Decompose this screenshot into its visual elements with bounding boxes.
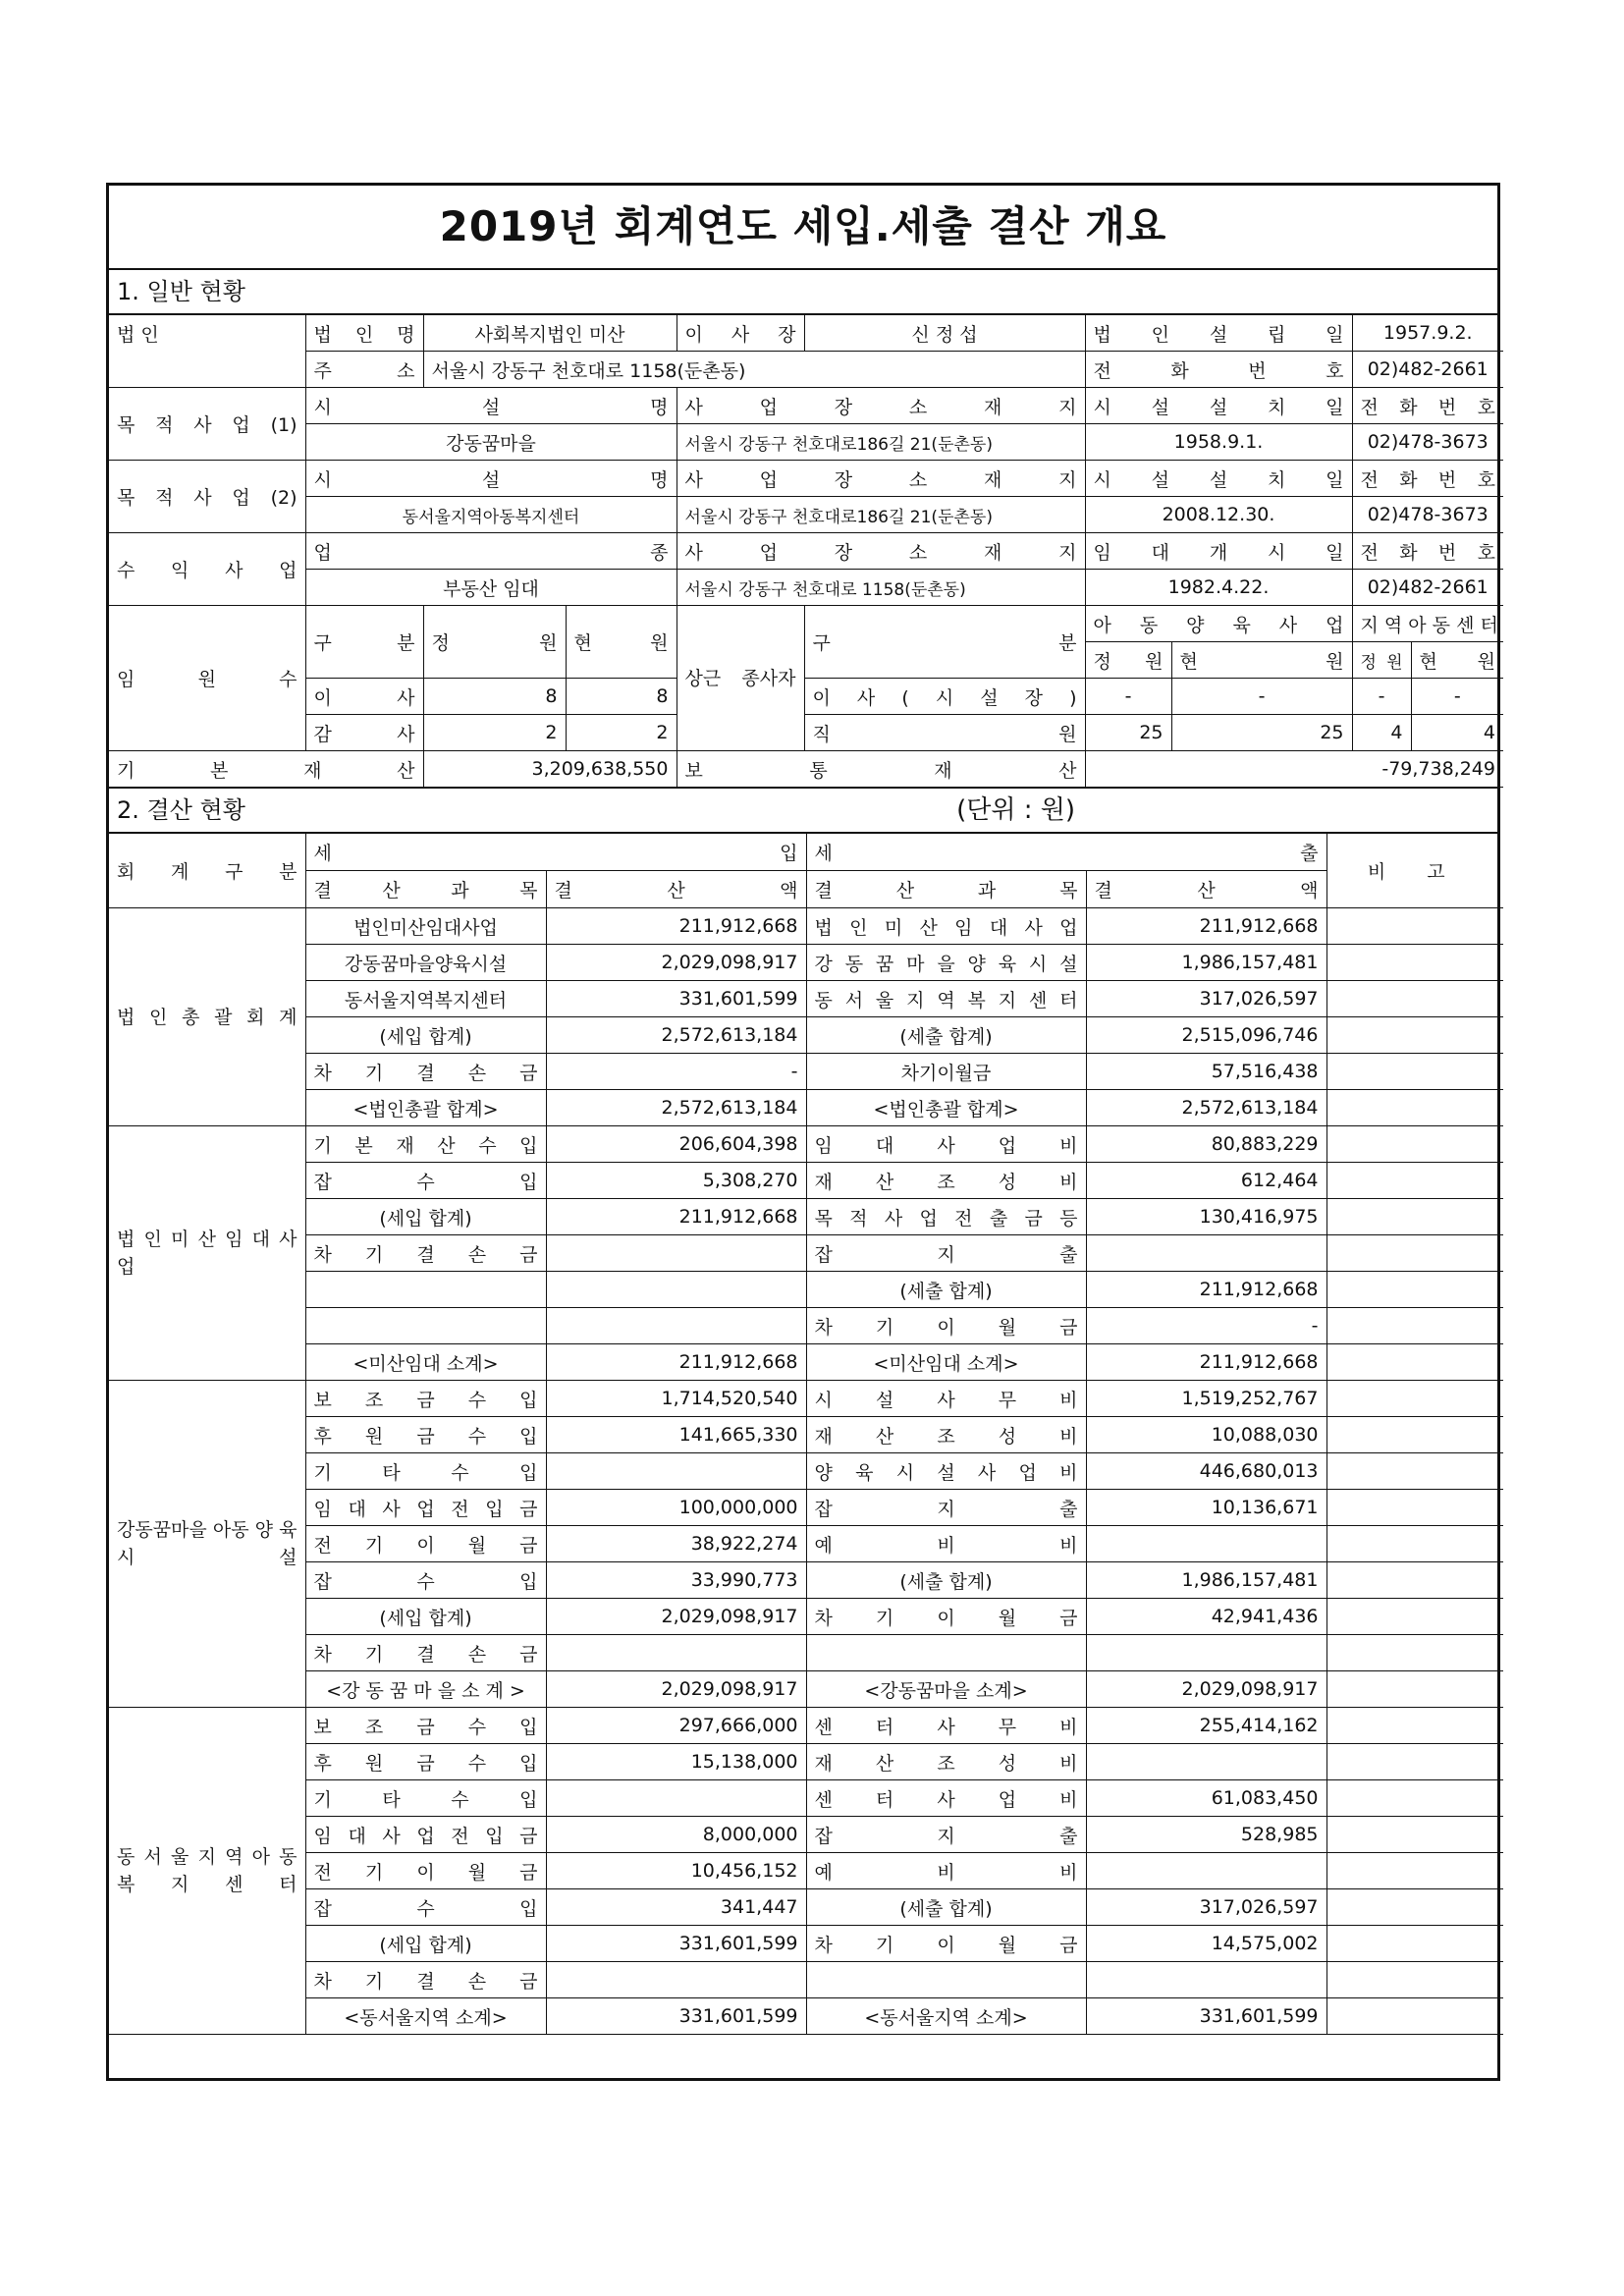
basic-asset-value: 3,209,638,550	[423, 751, 677, 788]
note-cell	[1326, 1817, 1503, 1853]
expense-amount: 10,136,671	[1086, 1490, 1326, 1526]
expense-item	[806, 1962, 1086, 1998]
table-row	[109, 1635, 1503, 1671]
revenue-amount: 100,000,000	[546, 1490, 806, 1526]
purpose2-facility: 동서울지역아동복지센터	[305, 497, 677, 533]
profit-tel: 02)482-2661	[1352, 570, 1503, 606]
revenue-item: (세입 합계)	[305, 1199, 546, 1235]
table-row	[109, 1853, 1503, 1889]
table-row	[109, 1926, 1503, 1962]
profit-site-label: 사 업 장 소 재 지	[677, 533, 1085, 570]
note-cell	[1326, 1163, 1503, 1199]
expense-item: 시 설 사 무 비	[806, 1381, 1086, 1417]
revenue-amount: 211,912,668	[546, 1199, 806, 1235]
note-cell	[1326, 1671, 1503, 1708]
expense-amount: 317,026,597	[1086, 981, 1326, 1017]
revenue-amount	[546, 1272, 806, 1308]
profit-label: 수 익 사 업	[109, 533, 305, 606]
officers-current-label: 현 원	[566, 606, 677, 679]
corp-address: 서울시 강동구 천호대로 1158(둔촌동)	[423, 352, 1085, 388]
note-cell	[1326, 1708, 1503, 1744]
expense-amount	[1086, 1635, 1326, 1671]
note-cell	[1326, 1853, 1503, 1889]
revenue-amount: 1,714,520,540	[546, 1381, 806, 1417]
note-cell	[1326, 1599, 1503, 1635]
revenue-amount: 2,029,098,917	[546, 945, 806, 981]
revenue-amount: 2,029,098,917	[546, 1599, 806, 1635]
expense-amount-header: 결 산 액	[1086, 871, 1326, 908]
revenue-amount: 2,572,613,184	[546, 1017, 806, 1054]
revenue-amount: 211,912,668	[546, 1344, 806, 1381]
purpose2-tel: 02)478-3673	[1352, 497, 1503, 533]
table-row	[109, 1017, 1503, 1054]
staff-row-q1: 25	[1085, 715, 1171, 751]
table-row	[109, 1744, 1503, 1780]
corp-tel-label: 전 화 번 호	[1085, 352, 1352, 388]
note-cell	[1326, 1744, 1503, 1780]
document-sheet	[106, 183, 1500, 2081]
note-cell	[1326, 1562, 1503, 1599]
revenue-amount: 141,665,330	[546, 1417, 806, 1453]
note-cell	[1326, 1126, 1503, 1163]
revenue-header: 세 입	[305, 834, 806, 871]
purpose1-date-label: 시 설 설 치 일	[1085, 388, 1352, 424]
normal-asset-value: -79,738,249	[1085, 751, 1503, 788]
expense-amount: 528,985	[1086, 1817, 1326, 1853]
staff-div-label: 구 분	[804, 606, 1085, 679]
purpose2-facility-label: 시 설 명	[305, 461, 677, 497]
profit-date-label: 임 대 개 시 일	[1085, 533, 1352, 570]
corp-name: 사회복지법인 미산	[423, 315, 677, 352]
expense-amount: 1,986,157,481	[1086, 945, 1326, 981]
note-cell	[1326, 1272, 1503, 1308]
profit-date: 1982.4.22.	[1085, 570, 1352, 606]
purpose1-tel-label: 전 화 번 호	[1352, 388, 1503, 424]
revenue-item: 임 대 사 업 전 입 금	[305, 1817, 546, 1853]
table-row	[109, 1490, 1503, 1526]
account-group-label: 법 인 총 괄 회 계	[109, 908, 305, 1126]
expense-amount	[1086, 1526, 1326, 1562]
table-row	[109, 1453, 1503, 1490]
revenue-amount	[546, 1962, 806, 1998]
expense-header: 세 출	[806, 834, 1326, 871]
note-cell	[1326, 981, 1503, 1017]
expense-amount: 2,515,096,746	[1086, 1017, 1326, 1054]
est-date: 1957.9.2.	[1352, 315, 1503, 352]
officers-div-label: 구 분	[305, 606, 423, 679]
expense-item: 임 대 사 업 비	[806, 1126, 1086, 1163]
expense-item: 동 서 울 지 역 복 지 센 터	[806, 981, 1086, 1017]
revenue-amount	[546, 1235, 806, 1272]
revenue-amount: 341,447	[546, 1889, 806, 1926]
settlement-table	[109, 834, 1503, 2035]
revenue-item: 기 본 재 산 수 입	[305, 1126, 546, 1163]
table-row	[109, 1671, 1503, 1708]
chair-label: 이 사 장	[677, 315, 804, 352]
note-cell	[1326, 1417, 1503, 1453]
expense-item	[806, 1635, 1086, 1671]
section1-heading: 1. 일반 현황	[109, 270, 1497, 315]
staff-row-c2: 4	[1411, 715, 1503, 751]
expense-item: 재 산 조 성 비	[806, 1163, 1086, 1199]
expense-amount: 612,464	[1086, 1163, 1326, 1199]
table-row	[109, 1381, 1503, 1417]
revenue-amount: 5,308,270	[546, 1163, 806, 1199]
note-cell	[1326, 1526, 1503, 1562]
revenue-item: 법인미산임대사업	[305, 908, 546, 945]
table-row	[109, 1308, 1503, 1344]
staff-q2-label: 정 원	[1352, 642, 1411, 679]
revenue-amount	[546, 1635, 806, 1671]
expense-item: 차 기 이 월 금	[806, 1599, 1086, 1635]
staff-row-q1: -	[1085, 679, 1171, 715]
corp-label: 법 인	[109, 315, 305, 388]
purpose2-tel-label: 전 화 번 호	[1352, 461, 1503, 497]
expense-amount: 211,912,668	[1086, 1272, 1326, 1308]
page-title: 2019년 회계연도 세입.세출 결산 개요	[109, 186, 1497, 270]
revenue-item: <법인총괄 합계>	[305, 1090, 546, 1126]
revenue-item: (세입 합계)	[305, 1017, 546, 1054]
table-row	[109, 1272, 1503, 1308]
revenue-amount	[546, 1308, 806, 1344]
expense-item: <법인총괄 합계>	[806, 1090, 1086, 1126]
revenue-amount: 297,666,000	[546, 1708, 806, 1744]
revenue-amount: 8,000,000	[546, 1817, 806, 1853]
corp-name-label: 법 인 명	[305, 315, 423, 352]
officer-row-current: 8	[566, 679, 677, 715]
account-header: 회 계 구 분	[109, 834, 305, 908]
expense-item: 법 인 미 산 임 대 사 업	[806, 908, 1086, 945]
expense-amount: 1,986,157,481	[1086, 1562, 1326, 1599]
expense-item: 잡 지 출	[806, 1490, 1086, 1526]
expense-amount: 61,083,450	[1086, 1780, 1326, 1817]
note-cell	[1326, 1926, 1503, 1962]
revenue-item: <미산임대 소계>	[305, 1344, 546, 1381]
section2-heading	[109, 788, 1497, 834]
revenue-item	[305, 1272, 546, 1308]
expense-item: 잡 지 출	[806, 1817, 1086, 1853]
revenue-amount	[546, 1453, 806, 1490]
expense-amount: 57,516,438	[1086, 1054, 1326, 1090]
table-row	[109, 1344, 1503, 1381]
table-row	[109, 1962, 1503, 1998]
table-row	[109, 1817, 1503, 1853]
expense-item: (세출 합계)	[806, 1562, 1086, 1599]
revenue-item: 차 기 결 손 금	[305, 1235, 546, 1272]
expense-amount	[1086, 1962, 1326, 1998]
revenue-amount-header: 결 산 액	[546, 871, 806, 908]
purpose1-tel: 02)478-3673	[1352, 424, 1503, 461]
staff-row-name: 이 사 ( 시 설 장 )	[804, 679, 1085, 715]
settlement-body	[109, 908, 1503, 2035]
expense-amount	[1086, 1744, 1326, 1780]
revenue-amount: 211,912,668	[546, 908, 806, 945]
note-cell	[1326, 1090, 1503, 1126]
expense-amount: 130,416,975	[1086, 1199, 1326, 1235]
account-group-label: 강동꿈마을 아동 양 육 시 설	[109, 1381, 305, 1708]
table-row	[109, 1780, 1503, 1817]
table-row	[109, 945, 1503, 981]
officer-row-current: 2	[566, 715, 677, 751]
expense-amount: 211,912,668	[1086, 1344, 1326, 1381]
table-row	[109, 1708, 1503, 1744]
staff-org2-label: 지 역 아 동 센 터	[1352, 606, 1503, 642]
revenue-item: 차 기 결 손 금	[305, 1962, 546, 1998]
staff-row-q2: 4	[1352, 715, 1411, 751]
expense-item: <동서울지역 소계>	[806, 1998, 1086, 2035]
expense-amount	[1086, 1235, 1326, 1272]
purpose2-date: 2008.12.30.	[1085, 497, 1352, 533]
table-row	[109, 1562, 1503, 1599]
staff-label: 상근 종사자	[677, 606, 804, 751]
expense-item: (세출 합계)	[806, 1272, 1086, 1308]
est-label: 법 인 설 립 일	[1085, 315, 1352, 352]
section2-title: 2. 결산 현황	[117, 796, 245, 824]
staff-row-q2: -	[1352, 679, 1411, 715]
note-cell	[1326, 908, 1503, 945]
basic-asset-label: 기 본 재 산	[109, 751, 423, 788]
staff-org1-label: 아 동 양 육 사 업	[1085, 606, 1352, 642]
revenue-amount: 331,601,599	[546, 981, 806, 1017]
expense-amount: 2,029,098,917	[1086, 1671, 1326, 1708]
note-cell	[1326, 1490, 1503, 1526]
expense-item: 차기이월금	[806, 1054, 1086, 1090]
officers-quota-label: 정 원	[423, 606, 566, 679]
purpose1-facility: 강동꿈마을	[305, 424, 677, 461]
revenue-amount: 2,572,613,184	[546, 1090, 806, 1126]
revenue-item: 강동꿈마을양육시설	[305, 945, 546, 981]
expense-amount: 331,601,599	[1086, 1998, 1326, 2035]
note-cell	[1326, 1199, 1503, 1235]
unit-label: (단위 : 원)	[956, 795, 1075, 825]
note-cell	[1326, 1344, 1503, 1381]
revenue-item: <동서울지역 소계>	[305, 1998, 546, 2035]
expense-item: 잡 지 출	[806, 1235, 1086, 1272]
revenue-amount: 10,456,152	[546, 1853, 806, 1889]
officer-row-quota: 8	[423, 679, 566, 715]
expense-item: 강 동 꿈 마 을 양 육 시 설	[806, 945, 1086, 981]
expense-amount: 10,088,030	[1086, 1417, 1326, 1453]
table-row	[109, 1090, 1503, 1126]
table-row	[109, 1199, 1503, 1235]
revenue-item: 잡 수 입	[305, 1562, 546, 1599]
revenue-item: (세입 합계)	[305, 1599, 546, 1635]
revenue-item-header: 결 산 과 목	[305, 871, 546, 908]
table-row	[109, 1054, 1503, 1090]
officer-row-name: 이 사	[305, 679, 423, 715]
note-cell	[1326, 1635, 1503, 1671]
revenue-item: 동서울지역복지센터	[305, 981, 546, 1017]
note-cell	[1326, 1962, 1503, 1998]
revenue-item: 후 원 금 수 입	[305, 1744, 546, 1780]
table-row	[109, 1526, 1503, 1562]
expense-amount: 2,572,613,184	[1086, 1090, 1326, 1126]
addr-label: 주 소	[305, 352, 423, 388]
profit-tel-label: 전 화 번 호	[1352, 533, 1503, 570]
revenue-item: 차 기 결 손 금	[305, 1054, 546, 1090]
note-cell	[1326, 1780, 1503, 1817]
revenue-item: 차 기 결 손 금	[305, 1635, 546, 1671]
expense-item: <강동꿈마을 소계>	[806, 1671, 1086, 1708]
note-header: 비 고	[1326, 834, 1503, 908]
expense-amount: 317,026,597	[1086, 1889, 1326, 1926]
revenue-amount	[546, 1780, 806, 1817]
revenue-amount: -	[546, 1054, 806, 1090]
purpose1-facility-label: 시 설 명	[305, 388, 677, 424]
profit-site: 서울시 강동구 천호대로 1158(둔촌동)	[677, 570, 1085, 606]
officers-label: 임 원 수	[109, 606, 305, 751]
table-row	[109, 1889, 1503, 1926]
staff-row-name: 직 원	[804, 715, 1085, 751]
expense-amount	[1086, 1853, 1326, 1889]
staff-row-c2: -	[1411, 679, 1503, 715]
revenue-item	[305, 1308, 546, 1344]
expense-amount: -	[1086, 1308, 1326, 1344]
expense-item: 차 기 이 월 금	[806, 1308, 1086, 1344]
staff-q1-label: 정 원	[1085, 642, 1171, 679]
expense-item: 센 터 사 업 비	[806, 1780, 1086, 1817]
purpose1-label: 목 적 사 업 (1)	[109, 388, 305, 461]
note-cell	[1326, 1017, 1503, 1054]
note-cell	[1326, 1054, 1503, 1090]
profit-type-label: 업 종	[305, 533, 677, 570]
revenue-amount: 15,138,000	[546, 1744, 806, 1780]
revenue-item: 전 기 이 월 금	[305, 1526, 546, 1562]
expense-item: 양 육 시 설 사 업 비	[806, 1453, 1086, 1490]
expense-item: 예 비 비	[806, 1853, 1086, 1889]
table-row	[109, 1599, 1503, 1635]
expense-amount: 42,941,436	[1086, 1599, 1326, 1635]
staff-row-c1: -	[1171, 679, 1352, 715]
revenue-amount: 331,601,599	[546, 1926, 806, 1962]
revenue-item: 전 기 이 월 금	[305, 1853, 546, 1889]
revenue-amount: 33,990,773	[546, 1562, 806, 1599]
table-row	[109, 1235, 1503, 1272]
revenue-item: <강 동 꿈 마 을 소 계 >	[305, 1671, 546, 1708]
note-cell	[1326, 1308, 1503, 1344]
normal-asset-label: 보 통 재 산	[677, 751, 1085, 788]
expense-amount: 255,414,162	[1086, 1708, 1326, 1744]
corp-tel: 02)482-2661	[1352, 352, 1503, 388]
general-status-table	[109, 315, 1503, 788]
revenue-amount: 206,604,398	[546, 1126, 806, 1163]
table-row	[109, 1998, 1503, 2035]
revenue-item: 임 대 사 업 전 입 금	[305, 1490, 546, 1526]
note-cell	[1326, 1453, 1503, 1490]
officer-row-quota: 2	[423, 715, 566, 751]
expense-item: (세출 합계)	[806, 1017, 1086, 1054]
chair-name: 신 정 섭	[804, 315, 1085, 352]
expense-amount: 1,519,252,767	[1086, 1381, 1326, 1417]
table-row	[109, 1126, 1503, 1163]
revenue-item: (세입 합계)	[305, 1926, 546, 1962]
table-row	[109, 1417, 1503, 1453]
revenue-amount: 38,922,274	[546, 1526, 806, 1562]
revenue-amount: 2,029,098,917	[546, 1671, 806, 1708]
staff-c1-label: 현 원	[1171, 642, 1352, 679]
revenue-item: 기 타 수 입	[305, 1453, 546, 1490]
expense-item: 센 터 사 무 비	[806, 1708, 1086, 1744]
purpose2-label: 목 적 사 업 (2)	[109, 461, 305, 533]
purpose2-date-label: 시 설 설 치 일	[1085, 461, 1352, 497]
expense-item: 목 적 사 업 전 출 금 등	[806, 1199, 1086, 1235]
account-group-label: 법 인 미 산 임 대 사 업	[109, 1126, 305, 1381]
purpose1-site: 서울시 강동구 천호대로186길 21(둔촌동)	[677, 424, 1085, 461]
revenue-item: 기 타 수 입	[305, 1780, 546, 1817]
revenue-item: 보 조 금 수 입	[305, 1381, 546, 1417]
expense-item: 예 비 비	[806, 1526, 1086, 1562]
revenue-amount: 331,601,599	[546, 1998, 806, 2035]
expense-amount: 14,575,002	[1086, 1926, 1326, 1962]
staff-row-c1: 25	[1171, 715, 1352, 751]
revenue-item: 후 원 금 수 입	[305, 1417, 546, 1453]
purpose2-site-label: 사 업 장 소 재 지	[677, 461, 1085, 497]
expense-amount: 80,883,229	[1086, 1126, 1326, 1163]
revenue-item: 잡 수 입	[305, 1889, 546, 1926]
expense-item: 재 산 조 성 비	[806, 1417, 1086, 1453]
purpose2-site: 서울시 강동구 천호대로186길 21(둔촌동)	[677, 497, 1085, 533]
table-row	[109, 908, 1503, 945]
table-row	[109, 1163, 1503, 1199]
expense-item: 차 기 이 월 금	[806, 1926, 1086, 1962]
revenue-item: 잡 수 입	[305, 1163, 546, 1199]
table-row	[109, 981, 1503, 1017]
note-cell	[1326, 945, 1503, 981]
expense-amount: 446,680,013	[1086, 1453, 1326, 1490]
revenue-item: 보 조 금 수 입	[305, 1708, 546, 1744]
expense-amount: 211,912,668	[1086, 908, 1326, 945]
officer-row-name: 감 사	[305, 715, 423, 751]
expense-item-header: 결 산 과 목	[806, 871, 1086, 908]
expense-item: (세출 합계)	[806, 1889, 1086, 1926]
note-cell	[1326, 1998, 1503, 2035]
expense-item: <미산임대 소계>	[806, 1344, 1086, 1381]
note-cell	[1326, 1381, 1503, 1417]
purpose1-date: 1958.9.1.	[1085, 424, 1352, 461]
profit-type: 부동산 임대	[305, 570, 677, 606]
purpose1-site-label: 사 업 장 소 재 지	[677, 388, 1085, 424]
staff-c2-label: 현 원	[1411, 642, 1503, 679]
note-cell	[1326, 1889, 1503, 1926]
note-cell	[1326, 1235, 1503, 1272]
expense-item: 재 산 조 성 비	[806, 1744, 1086, 1780]
account-group-label: 동 서 울 지 역 아 동 복 지 센 터	[109, 1708, 305, 2035]
